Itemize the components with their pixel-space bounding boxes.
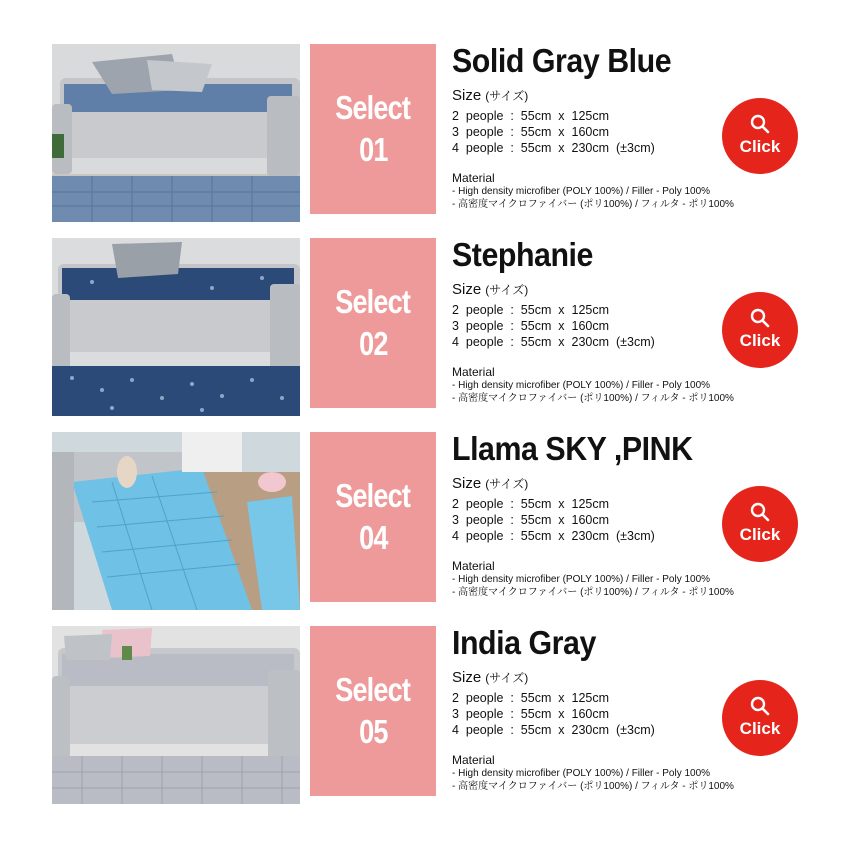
size-label: [452, 87, 528, 104]
size-row: 4 people : 55cm x 230cm (±3cm): [452, 723, 655, 737]
size-label-jp: (サイズ): [485, 671, 529, 685]
click-button[interactable]: [722, 680, 798, 756]
sofa-illustration: [52, 238, 300, 416]
material-label: Material: [452, 171, 495, 185]
select-word: Select: [335, 283, 411, 320]
size-row: 4 people : 55cm x 230cm (±3cm): [452, 529, 655, 543]
click-button[interactable]: [722, 292, 798, 368]
product-photo: [52, 432, 300, 610]
material-details: [452, 573, 734, 599]
click-label: Click: [739, 137, 781, 156]
size-label-en: Size: [452, 669, 482, 686]
size-row: 3 people : 55cm x 160cm: [452, 513, 610, 527]
select-badge: [310, 238, 436, 408]
size-list: [452, 108, 655, 156]
select-word: Select: [335, 671, 411, 708]
size-row: 2 people : 55cm x 125cm: [452, 691, 610, 705]
product-title: Stephanie: [452, 236, 593, 273]
magnifier-icon: [749, 695, 771, 717]
click-button[interactable]: [722, 98, 798, 174]
size-list: [452, 496, 655, 544]
material-en: - High density microfiber (POLY 100%) / Filler - Poly 100%: [452, 380, 711, 391]
material-jp: - 高密度マイクロファイバー (ポリ100%) / フィルタ - ポリ100%: [452, 199, 734, 210]
size-row: 2 people : 55cm x 125cm: [452, 303, 610, 317]
product-title: India Gray: [452, 624, 596, 661]
click-label: Click: [739, 331, 781, 350]
material-label: Material: [452, 365, 495, 379]
select-word: Select: [335, 89, 411, 126]
magnifier-icon: [749, 307, 771, 329]
select-badge: [310, 44, 436, 214]
size-row: 3 people : 55cm x 160cm: [452, 125, 610, 139]
material-jp: - 高密度マイクロファイバー (ポリ100%) / フィルタ - ポリ100%: [452, 587, 734, 598]
material-label: Material: [452, 753, 495, 767]
material-jp: - 高密度マイクロファイバー (ポリ100%) / フィルタ - ポリ100%: [452, 393, 734, 404]
click-button[interactable]: [722, 486, 798, 562]
click-label: Click: [739, 525, 781, 544]
size-list: [452, 302, 655, 350]
size-label-en: Size: [452, 281, 482, 298]
size-label: [452, 475, 528, 492]
size-label-jp: (サイズ): [485, 89, 529, 103]
size-list: [452, 690, 655, 738]
select-badge: [310, 432, 436, 602]
product-row-4: [52, 624, 842, 804]
click-label: Click: [739, 719, 781, 738]
material-details: [452, 379, 734, 405]
product-row-1: [52, 42, 842, 222]
sofa-illustration: [52, 44, 300, 222]
material-details: [452, 185, 734, 211]
select-number: 04: [358, 519, 388, 556]
magnifier-icon: [749, 501, 771, 523]
select-number: 05: [358, 713, 388, 750]
product-title: Solid Gray Blue: [452, 42, 672, 79]
material-details: [452, 767, 734, 793]
size-row: 3 people : 55cm x 160cm: [452, 707, 610, 721]
material-en: - High density microfiber (POLY 100%) / Filler - Poly 100%: [452, 768, 711, 779]
size-label-jp: (サイズ): [485, 283, 529, 297]
size-label-jp: (サイズ): [485, 477, 529, 491]
select-badge: [310, 626, 436, 796]
product-row-3: [52, 430, 842, 610]
select-number: 02: [358, 325, 388, 362]
size-label: [452, 281, 528, 298]
size-row: 4 people : 55cm x 230cm (±3cm): [452, 141, 655, 155]
product-photo: [52, 44, 300, 222]
material-en: - High density microfiber (POLY 100%) / Filler - Poly 100%: [452, 186, 711, 197]
product-photo: [52, 626, 300, 804]
size-row: 2 people : 55cm x 125cm: [452, 109, 610, 123]
product-title: Llama SKY ,PINK: [452, 430, 693, 467]
select-number: 01: [358, 131, 388, 168]
size-label: [452, 669, 528, 686]
magnifier-icon: [749, 113, 771, 135]
sofa-illustration: [52, 626, 300, 804]
size-label-en: Size: [452, 475, 482, 492]
material-en: - High density microfiber (POLY 100%) / Filler - Poly 100%: [452, 574, 711, 585]
size-row: 4 people : 55cm x 230cm (±3cm): [452, 335, 655, 349]
material-label: Material: [452, 559, 495, 573]
product-photo: [52, 238, 300, 416]
size-row: 2 people : 55cm x 125cm: [452, 497, 610, 511]
material-jp: - 高密度マイクロファイバー (ポリ100%) / フィルタ - ポリ100%: [452, 781, 734, 792]
size-row: 3 people : 55cm x 160cm: [452, 319, 610, 333]
size-label-en: Size: [452, 87, 482, 104]
sofa-illustration: [52, 432, 300, 610]
product-row-2: [52, 236, 842, 416]
select-word: Select: [335, 477, 411, 514]
